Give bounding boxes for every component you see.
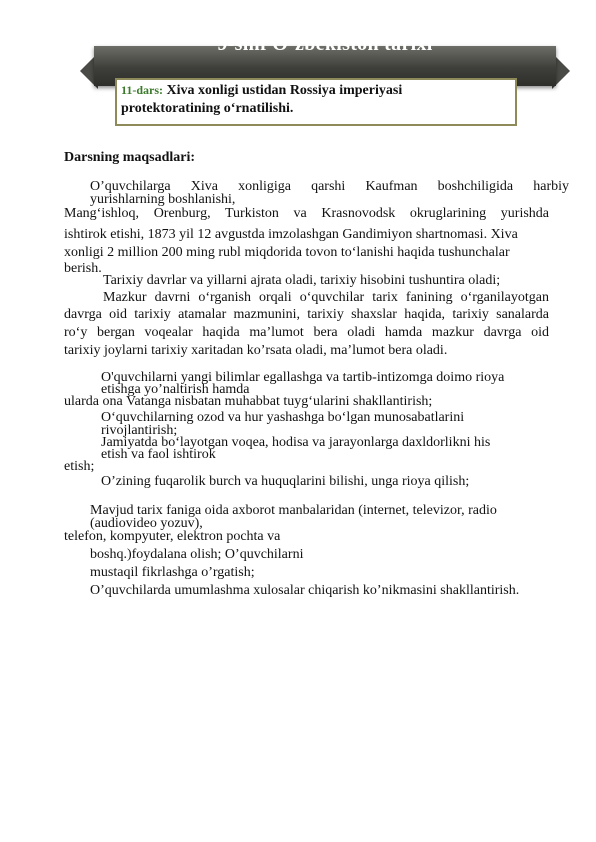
text-line: Mang‘ishloq, Orenburg, Turkiston va Krasnovodsk okruglarining yurishda <box>64 206 549 221</box>
text-line: ro‘y bergan voqealar haqida ma’lumot bera oladi hamda mazkur davrga oid <box>64 325 549 340</box>
text-line: Jamiyatda bo‘layotgan voqea, hodisa va jarayonlarga daxldorlikni his <box>101 435 491 450</box>
lesson-number: 11-dars: <box>121 83 163 97</box>
text-line: O’quvchilarda umumlashma xulosalar chiqarish ko’nikmasini shakllantirish. <box>90 583 520 598</box>
text-line: (audiovideo yozuv), <box>90 516 203 531</box>
text-line: davrga oid tarixiy atamalar mazmunini, tarixiy shaxslar haqida, tarixiy sanalarda <box>64 307 549 322</box>
text-line: ishtirok etishi, 1873 yil 12 avgustda imzolashgan Gandimiyon shartnomasi. Xiva <box>64 227 518 242</box>
text-line: O’zining fuqarolik burch va huquqlarini bilishi, unga rioya qilish; <box>101 474 470 489</box>
text-line: ularda ona Vatanga nisbatan muhabbat tuyg‘ularini shakllantirish; <box>64 394 433 409</box>
text-line: boshq.)foydalana olish; O’quvchilarni <box>90 547 304 562</box>
text-line: xonligi 2 million 200 ming rubl miqdorida tovon to‘lanishi haqida tushunchalar <box>64 245 510 260</box>
text-line: Mazkur davrni o‘rganish orqali o‘quvchilar tarix fanining o‘rganilayotgan <box>103 290 549 305</box>
text-line: berish. <box>64 261 102 276</box>
text-line: O'quvchilarni yangi bilimlar egallashga va tartib-intizomga doimo rioya <box>101 370 505 385</box>
text-line: O‘quvchilarning ozod va hur yashashga bo‘lgan munosabatlarini <box>101 410 465 425</box>
text-line: mustaqil fikrlashga o’rgatish; <box>90 565 255 580</box>
text-line: etish va faol ishtirok <box>101 447 216 462</box>
text-line: rivojlantirish; <box>101 423 178 438</box>
text-line: tarixiy joylarni tarixiy xaritadan ko’rsata oladi, ma’lumot bera oladi. <box>64 343 448 358</box>
lesson-title-text-1: Xiva xonligi ustidan Rossiya imperiyasi <box>166 83 403 98</box>
text-line: Tarixiy davrlar va yillarni ajrata oladi, tarixiy hisobini tushuntira oladi; <box>103 273 501 288</box>
text-line: yurishlarning boshlanishi, <box>90 192 236 207</box>
text-line: etish; <box>64 459 95 474</box>
text-line: Mavjud tarix faniga oida axborot manbalaridan (internet, televizor, radio <box>90 503 497 518</box>
lesson-title-line2: protektoratining o‘rnatilishi. <box>121 101 294 116</box>
text-line: O’quvchilarga Xiva xonligiga qarshi Kaufman boshchiligida harbiy <box>90 179 569 194</box>
lesson-title-box <box>115 78 517 126</box>
text-line: telefon, kompyuter, elektron pochta va <box>64 529 281 544</box>
lesson-title-line1 <box>121 83 402 99</box>
section-heading: Darsning maqsadlari: <box>64 150 196 165</box>
text-line: etishga yo’naltirish hamda <box>101 382 250 397</box>
page-title: 9-sinf O’zbekiston tarixi <box>217 33 433 55</box>
